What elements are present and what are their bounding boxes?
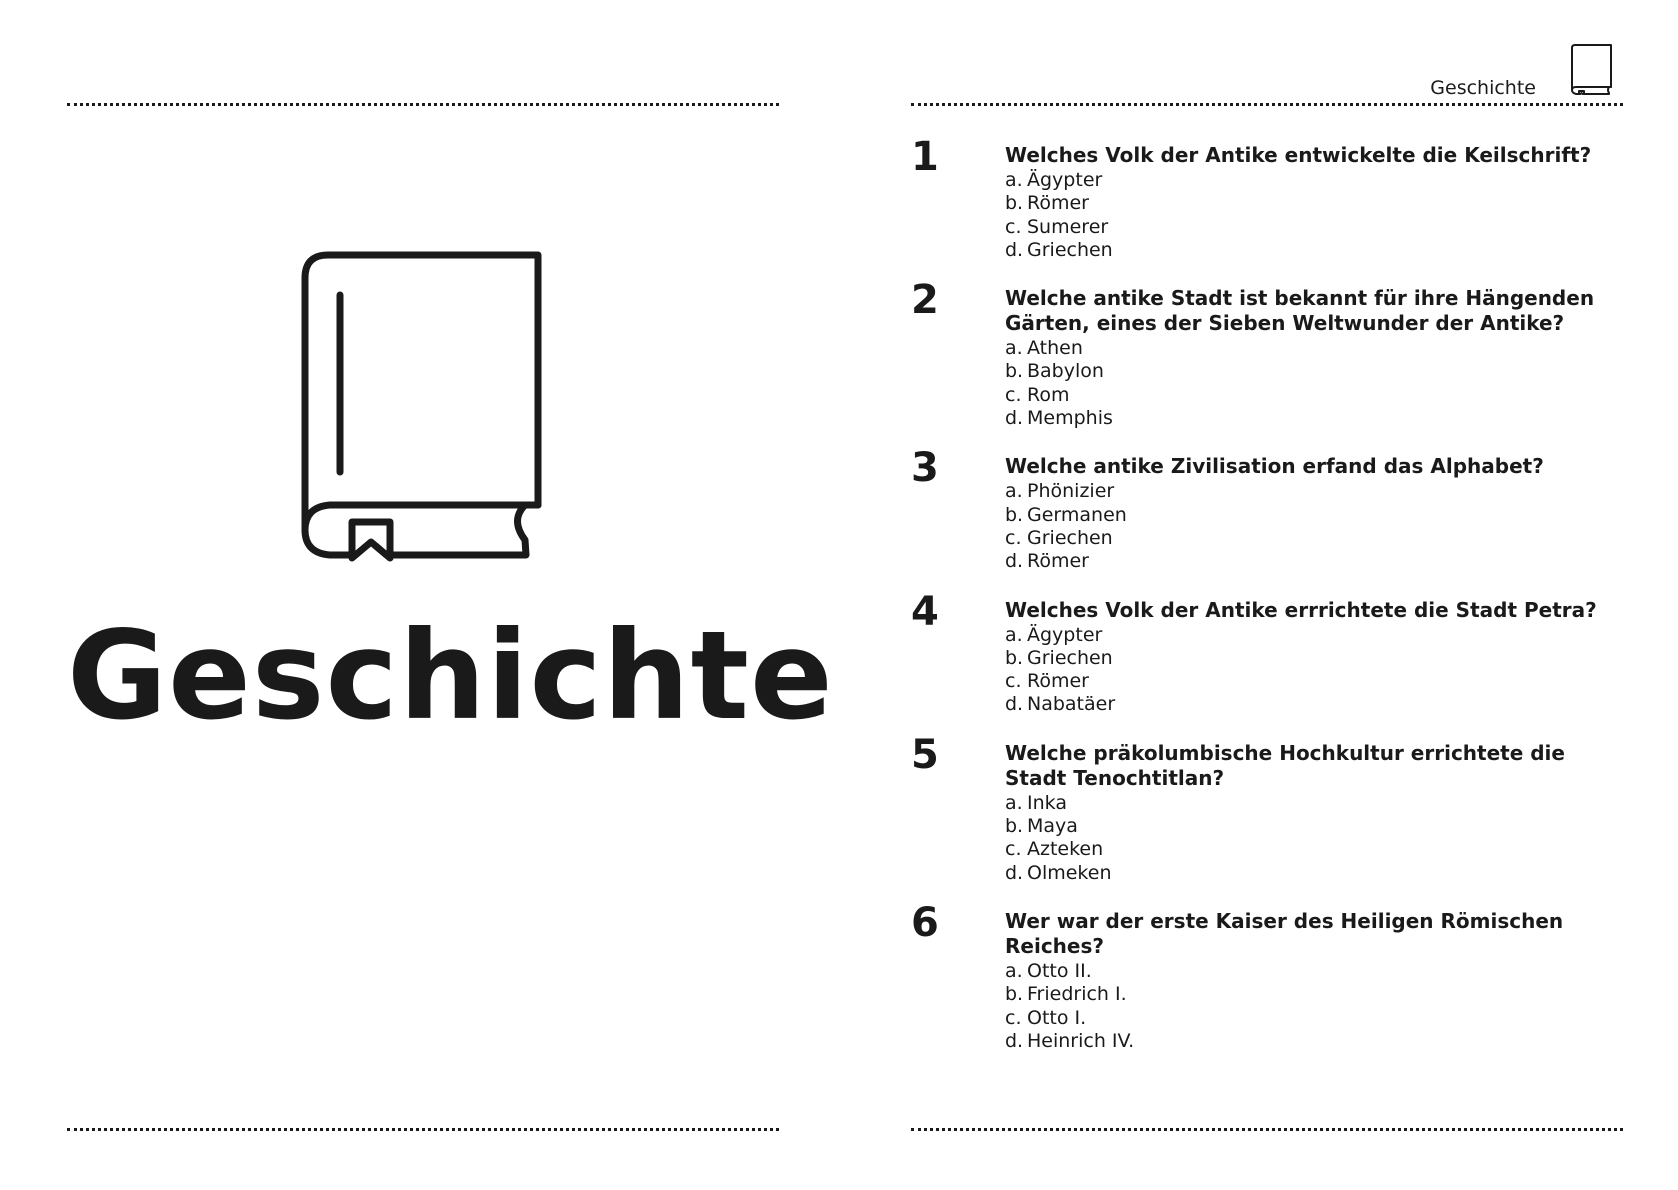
answer-option-text: Inka [1027,791,1067,814]
answer-option [1005,360,1623,383]
question-number: 1 [911,134,939,180]
answer-option-letter: b. [1005,983,1024,1006]
question-text: Welches Volk der Antike entwickelte die Keilschrift? [1005,143,1592,167]
answer-option [1005,624,1623,647]
answer-option-text: Ägypter [1027,169,1103,191]
answer-option-text: Griechen [1027,238,1113,261]
question-number: 6 [911,899,939,946]
answer-option [1005,527,1623,550]
answer-option-text: Athen [1027,337,1083,360]
answer-option [1005,670,1623,693]
answer-option-letter: a. [1005,337,1023,360]
answer-option [1005,216,1623,239]
question-item [911,277,1623,430]
top-divider-left [67,103,779,106]
answer-option-letter: a. [1005,169,1023,191]
question-item [911,445,1623,573]
answer-option [1005,504,1623,527]
answer-option-letter: c. [1005,526,1022,549]
answer-option-text: Memphis [1027,407,1113,430]
answer-option-letter: d. [1005,407,1024,430]
question-number: 3 [911,445,939,492]
answer-option-letter: c. [1005,838,1022,861]
answer-option-text: Otto II. [1027,959,1092,982]
question-text: Wer war der erste Kaiser des Heiligen Römischen Reiches? [1005,908,1564,958]
category-title: Geschichte [67,605,834,747]
bottom-divider-left [67,1128,779,1131]
question-number: 5 [911,731,939,778]
answer-option-letter: c. [1005,1006,1022,1029]
answer-option-text: Römer [1027,192,1089,215]
book-icon [300,250,545,565]
answer-option-letter: d. [1005,1029,1024,1052]
answer-option [1005,239,1623,262]
question-item [911,731,1623,885]
question-text: Welche antike Zivilisation erfand das Alphabet? [1005,454,1544,479]
answer-option-text: Heinrich IV. [1027,1029,1135,1052]
question-text: Welche präkolumbische Hochkultur errichtete die Stadt Tenochtitlan? [1005,740,1565,790]
answer-option [1005,169,1623,192]
answer-option-letter: a. [1005,791,1023,814]
answer-option-letter: d. [1005,693,1024,716]
answer-option-text: Olmeken [1027,861,1112,884]
answer-option-text: Germanen [1027,503,1127,526]
answer-option [1005,647,1623,670]
question-text: Welches Volk der Antike errrichtete die Stadt Petra? [1005,597,1597,622]
answer-option-letter: d. [1005,861,1024,884]
answer-option-letter: c. [1005,670,1022,693]
question-number: 4 [911,588,939,635]
bottom-divider-right [911,1128,1623,1131]
answer-option [1005,337,1623,360]
answer-option-text: Griechen [1027,646,1113,669]
answer-option-text: Friedrich I. [1027,983,1127,1006]
answer-option [1005,838,1623,861]
answer-option-text: Römer [1027,670,1089,693]
answer-option-text: Phönizier [1027,480,1115,503]
answer-option [1005,1007,1623,1030]
answer-option-text: Rom [1027,383,1070,406]
question-text: Welche antike Stadt ist bekannt für ihre Hängenden Gärten, eines der Sieben Weltwunder der Antike? [1005,286,1595,336]
answer-option-letter: a. [1005,959,1023,982]
answer-option [1005,983,1623,1006]
answer-option-text: Otto I. [1027,1006,1087,1029]
answer-option-letter: b. [1005,360,1024,383]
answer-option-letter: b. [1005,192,1024,215]
question-list [911,134,1623,1077]
question-number: 2 [911,277,939,324]
question-item [911,588,1623,717]
book-icon [1570,43,1614,95]
answer-option-letter: b. [1005,815,1024,838]
answer-option-text: Maya [1027,815,1078,838]
answer-option [1005,862,1623,885]
answer-option-letter: d. [1005,550,1024,573]
answer-option-text: Nabatäer [1027,693,1116,716]
question-item [911,134,1623,262]
answer-option [1005,1030,1623,1053]
answer-option-letter: a. [1005,623,1023,646]
answer-option-letter: c. [1005,383,1022,406]
answer-option-letter: b. [1005,646,1024,669]
answer-option [1005,815,1623,838]
answer-option-letter: b. [1005,503,1024,526]
top-divider-right [911,103,1623,106]
answer-option [1005,960,1623,983]
answer-option-text: Ägypter [1027,623,1103,646]
answer-option [1005,693,1623,716]
answer-option-letter: a. [1005,480,1023,503]
answer-option-text: Azteken [1027,838,1104,861]
answer-option-letter: d. [1005,238,1024,261]
answer-option [1005,792,1623,815]
answer-option [1005,192,1623,215]
answer-option-letter: c. [1005,215,1022,238]
section-header-label: Geschichte [1430,77,1536,99]
answer-option [1005,407,1623,430]
answer-option [1005,550,1623,573]
answer-option-text: Sumerer [1027,215,1109,238]
answer-option-text: Griechen [1027,526,1113,549]
answer-option [1005,480,1623,503]
question-item [911,899,1623,1053]
answer-option-text: Babylon [1027,360,1104,383]
answer-option-text: Römer [1027,550,1089,573]
answer-option [1005,384,1623,407]
